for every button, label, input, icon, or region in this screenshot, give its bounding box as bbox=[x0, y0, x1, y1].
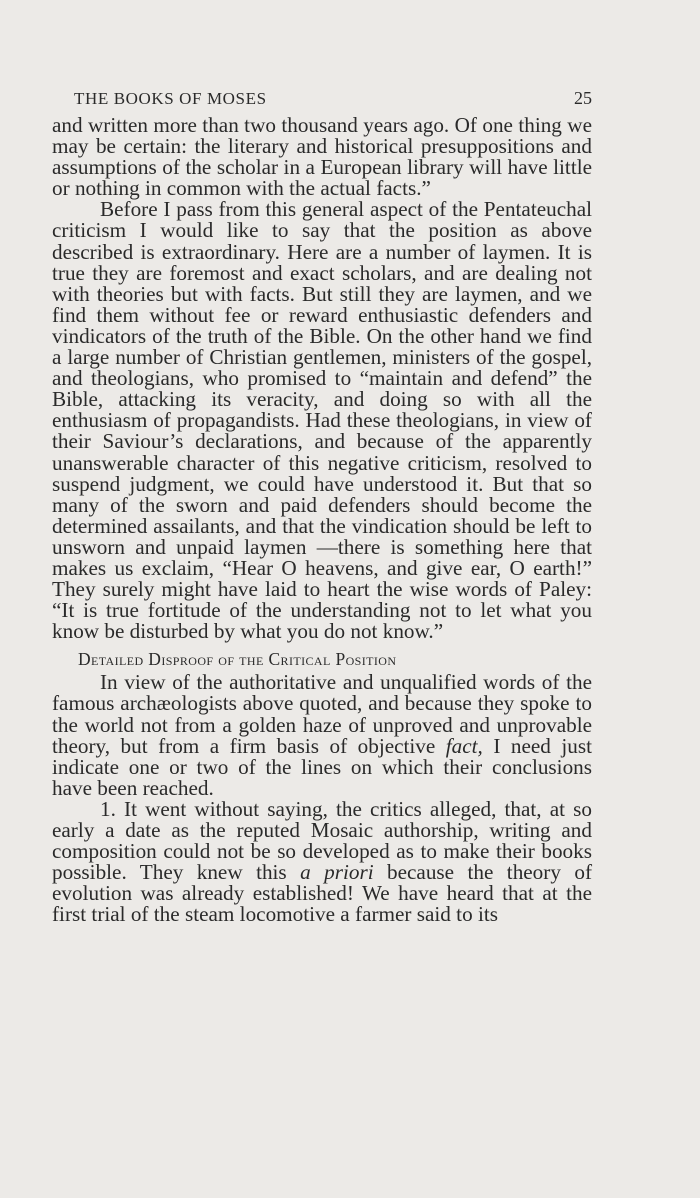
paragraph-4-text-b: because the theory of evolution was already established! We have heard that at the first trial of the steam locomotive a farmer said to its bbox=[52, 860, 593, 927]
paragraph-1 bbox=[52, 115, 592, 199]
paragraph-4 bbox=[52, 796, 593, 927]
paragraph-4-text-a: 1. It went without saying, the critics alleged, that, at so early a date as the reputed Mosaic authorship, writing and composition could not be so developed as to make their books possible. They knew this bbox=[52, 796, 592, 885]
paragraph-2-text: Before I pass from this general aspect of the Pentateuchal criticism I would like to say that the position as above described is extraordinary. Here are a number of laymen. It is true they are foremost and exact scholars, and are dealing not with theories but with facts. But still they are laymen, and we find them without fee or reward enthusiastic defenders and vindicators of the truth of the Bible. On the other hand we find a large number of Christian gentlemen, ministers of the gospel, and theologians, who promised to “maintain and defend” the Bible, attacking its veracity, and doing so with all the enthusiasm of propagandists. Had these theologians, in view of their Saviour’s declarations, and because of the apparently unanswerable character of this negative criticism, resolved to suspend judgment, we could have understood it. But that so many of the sworn and paid defenders should become the determined assailants, and that the vindication should be left to unsworn and unpaid laymen —there is something here that makes us exclaim, “Hear O heavens, and give ear, O earth!” They surely might have laid to heart the wise words of Paley: “It is true fortitude of the understanding not to let what you know be disturbed by what you do not know.” bbox=[52, 197, 592, 644]
paragraph-3-italic: fact, bbox=[445, 733, 483, 758]
paragraph-3-text-b: I need just indicate one or two of the lines on which their conclusions have been reached. bbox=[52, 733, 592, 800]
section-heading: Detailed Disproof of the Critical Position bbox=[78, 649, 397, 670]
paragraph-1-text: and written more than two thousand years ago. Of one thing we may be certain: the literary and historical presuppositions and assumptions of the scholar in a European library will have little or nothing in common with the actual facts.” bbox=[52, 113, 592, 201]
paragraph-3 bbox=[52, 672, 592, 799]
page-number: 25 bbox=[574, 88, 592, 108]
paragraph-4-italic: a priori bbox=[300, 860, 374, 885]
paragraph-3-text-a: In view of the authoritative and unqualified words of the famous archæologists above quoted, and because they spoke to the world not from a golden haze of unproved and unprovable theory, but from a firm basis of objective bbox=[52, 670, 592, 758]
body-text bbox=[52, 115, 592, 925]
running-head bbox=[52, 88, 592, 109]
running-title: THE BOOKS OF MOSES bbox=[74, 89, 267, 108]
paragraph-2 bbox=[52, 199, 592, 642]
